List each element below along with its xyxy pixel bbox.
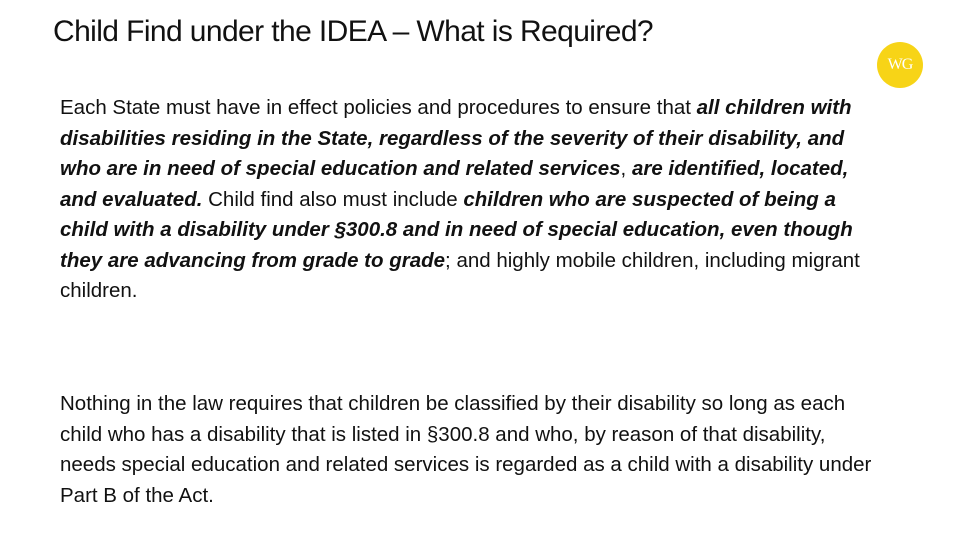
paragraph-classification: Nothing in the law requires that children be classified by their disability so long as each child who has a disability that is listed in §300.8 and who, by reason of that disability, needs special education and related services is regarded as a child with a disability under Part B of the Act. — [60, 392, 872, 507]
para1-emphasis-3: children who are suspected of being a child with a disability under §300.8 and in need of special education, even though they are advancing from grade to grade — [60, 187, 853, 272]
logo-text: WG — [887, 56, 913, 73]
para1-segment-5: Child find also must include — [202, 187, 464, 211]
para1-emphasis-1: all children with disabilities residing in the State, regardless of the severity of their disability, and who are in need of special education and related services — [60, 96, 852, 180]
para1-segment-1: Each State must have in effect policies and procedures to ensure that — [60, 96, 697, 119]
wg-logo — [877, 42, 923, 88]
para1-segment-3: , — [620, 157, 632, 180]
para1-emphasis-2: are identified, located, and evaluated. — [60, 157, 849, 211]
para1-segment-7: ; and highly mobile children, including migrant children. — [60, 248, 860, 302]
paragraph-child-find-requirements — [60, 93, 880, 307]
slide-title: Child Find under the IDEA – What is Required? — [53, 15, 653, 48]
